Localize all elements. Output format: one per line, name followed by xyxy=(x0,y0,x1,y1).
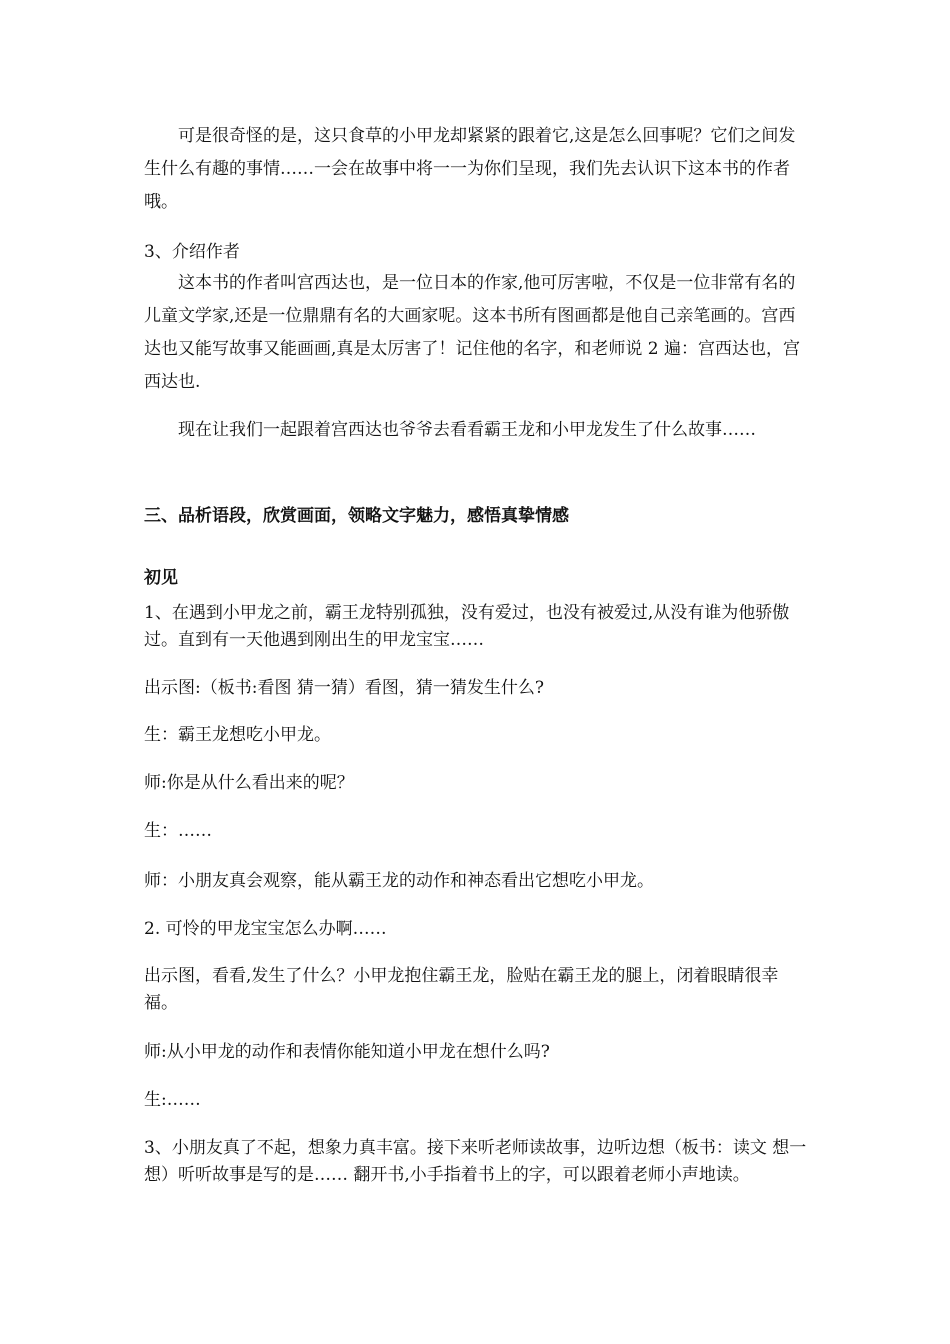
sub-heading-first-meeting: 初见 xyxy=(144,568,178,588)
paragraph-teacher-question-2: 师:从小甲龙的动作和表情你能知道小甲龙在想什么吗? xyxy=(144,1042,550,1062)
paragraph-introduce-author-label: 3、介绍作者 xyxy=(144,242,240,262)
paragraph-author-bio: 这本书的作者叫宫西达也，是一位日本的作家,他可厉害啦，不仅是一位非常有名的儿童文学家,还是一位鼎鼎有名的大画家呢。这本书所有图画都是他自己亲笔画的。宫西达也又能写故事又能画画,真是太厉害了！记住他的名字，和老师说 2 遍：宫西达也，宫西达也. xyxy=(144,273,801,392)
paragraph-student-answer-2: 生：…… xyxy=(144,821,212,841)
section-heading: 三、品析语段，欣赏画面，领略文字魅力，感悟真挚情感 xyxy=(144,506,569,526)
paragraph-step-3: 3、小朋友真了不起，想象力真丰富。接下来听老师读故事，边听边想（板书：读文 想一想）听听故事是写的是…… 翻开书,小手指着书上的字，可以跟着老师小声地读。 xyxy=(144,1138,807,1185)
paragraph-follow-author: 现在让我们一起跟着宫西达也爷爷去看看霸王龙和小甲龙发生了什么故事…… xyxy=(178,420,756,440)
paragraph-student-answer-1: 生：霸王龙想吃小甲龙。 xyxy=(144,725,331,745)
paragraph-show-picture-2: 出示图，看看,发生了什么？小甲龙抱住霸王龙，脸贴在霸王龙的腿上，闭着眼睛很幸福。 xyxy=(144,966,779,1013)
paragraph-story-intro: 可是很奇怪的是，这只食草的小甲龙却紧紧的跟着它,这是怎么回事呢？它们之间发生什么有趣的事情……一会在故事中将一一为你们呈现，我们先去认识下这本书的作者哦。 xyxy=(144,126,796,212)
paragraph-teacher-comment-1: 师：小朋友真会观察，能从霸王龙的动作和神态看出它想吃小甲龙。 xyxy=(144,871,654,891)
paragraph-show-picture-1: 出示图:（板书:看图 猜一猜）看图，猜一猜发生什么? xyxy=(144,678,544,698)
paragraph-teacher-question-1: 师:你是从什么看出来的呢？ xyxy=(144,773,354,793)
paragraph-student-answer-3: 生:…… xyxy=(144,1090,201,1110)
paragraph-step-1: 1、在遇到小甲龙之前，霸王龙特别孤独，没有爱过，也没有被爱过,从没有谁为他骄傲过。直到有一天他遇到刚出生的甲龙宝宝…… xyxy=(144,603,790,650)
paragraph-step-2: 2. 可怜的甲龙宝宝怎么办啊…… xyxy=(144,919,387,939)
